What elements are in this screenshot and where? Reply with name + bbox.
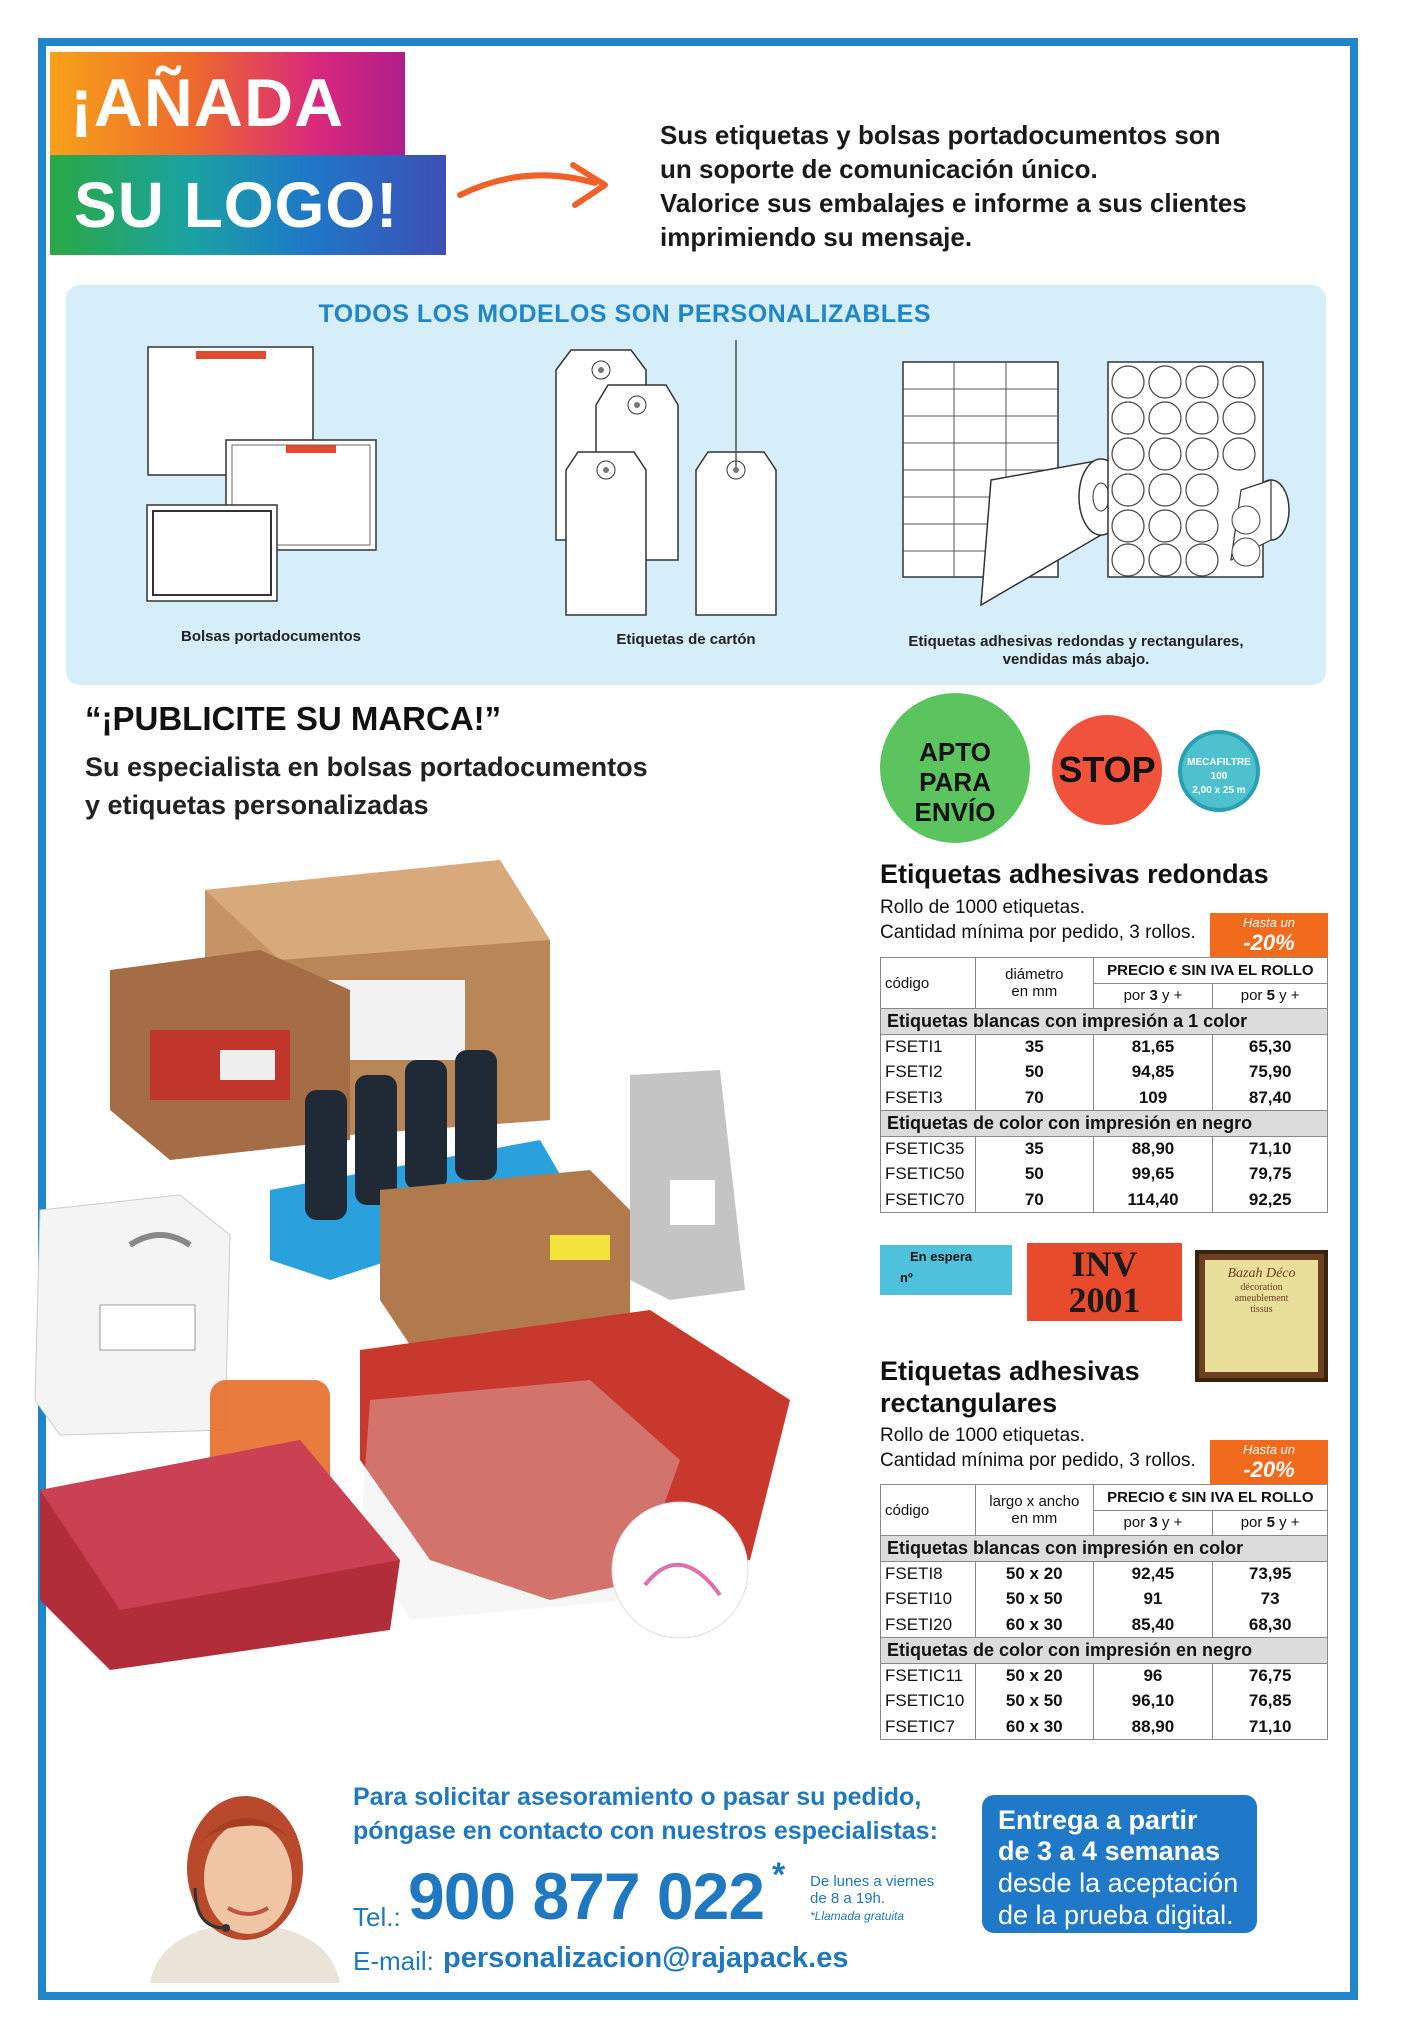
- document-bags-illustration: [146, 345, 406, 605]
- rect-labels-title: Etiquetas adhesivas rectangulares: [880, 1356, 1140, 1418]
- discount-badge-rect: Hasta un -20%: [1210, 1440, 1328, 1484]
- sticker-en-espera: En espera nº: [880, 1245, 1012, 1295]
- arrow-right-icon: [455, 155, 620, 215]
- round-price-table: [880, 957, 1328, 1213]
- col-header-code: código: [881, 1485, 976, 1536]
- models-panel: [66, 285, 1326, 685]
- sticker-stop: STOP: [1052, 715, 1162, 825]
- delivery-box: Entrega a partir de 3 a 4 semanas desde la aceptación de la prueba digital.: [982, 1795, 1257, 1933]
- col-header-size: largo x ancho en mm: [975, 1485, 1093, 1536]
- adhesive-labels-illustration: [901, 360, 1301, 610]
- headline-line2: SU LOGO!: [50, 155, 446, 255]
- sticker-inv-2001: INV 2001: [1027, 1243, 1182, 1321]
- table-row: FSETI1 35 81,65 65,30: [881, 1034, 1328, 1060]
- cardboard-tags-illustration: [546, 340, 806, 630]
- product-photo: [30, 840, 870, 1670]
- publicite-title: “¡PUBLICITE SU MARCA!”: [85, 700, 502, 737]
- col-header-price: PRECIO € SIN IVA EL ROLLO: [1093, 1485, 1327, 1511]
- headline-line1: ¡AÑADA: [50, 52, 405, 155]
- models-title: TODOS LOS MODELOS SON PERSONALIZABLES: [318, 300, 931, 328]
- publicite-subtitle: Su especialista en bolsas portadocumentos y etiquetas personalizadas: [85, 752, 648, 820]
- phone-number[interactable]: 900 877 022: [408, 1859, 765, 1933]
- email-link[interactable]: personalizacion@rajapack.es: [443, 1942, 849, 1974]
- table-row: FSETIC50 50 99,65 79,75: [881, 1162, 1328, 1188]
- caption-labels: Etiquetas adhesivas redondas y rectangulares, vendidas más abajo.: [908, 633, 1244, 668]
- sticker-mecafiltre: MECAFILTRE 100 2,00 x 25 m: [1178, 730, 1260, 812]
- table-row: FSETIC70 70 114,40 92,25: [881, 1187, 1328, 1213]
- phone-label: Tel.:: [353, 1902, 401, 1932]
- caption-bags: Bolsas portadocumentos: [180, 628, 362, 645]
- discount-badge-round: Hasta un -20%: [1210, 913, 1328, 957]
- phone-asterisk: *: [772, 1856, 786, 1894]
- table-row: FSETI20 60 x 30 85,40 68,30: [881, 1612, 1328, 1638]
- table-row: FSETIC7 60 x 30 88,90 71,10: [881, 1714, 1328, 1740]
- caption-tags: Etiquetas de cartón: [616, 631, 756, 648]
- group-color-labels: Etiquetas de color con impresión en negro: [881, 1111, 1328, 1137]
- col-header-diameter: diámetro en mm: [975, 958, 1093, 1009]
- col-header-price: PRECIO € SIN IVA EL ROLLO: [1093, 958, 1327, 984]
- col-header-qty3: por 3 y +: [1093, 983, 1213, 1009]
- col-header-qty5: por 5 y +: [1213, 983, 1328, 1009]
- rect-labels-desc: Rollo de 1000 etiquetas. Cantidad mínima por pedido, 3 rollos.: [880, 1425, 1196, 1471]
- agent-photo: [140, 1778, 350, 1983]
- round-labels-title: Etiquetas adhesivas redondas: [880, 859, 1269, 889]
- col-header-qty5: por 5 y +: [1213, 1510, 1328, 1536]
- col-header-qty3: por 3 y +: [1093, 1510, 1213, 1536]
- table-row: FSETI2 50 94,85 75,90: [881, 1060, 1328, 1086]
- table-row: FSETI8 50 x 20 92,45 73,95: [881, 1561, 1328, 1587]
- group-white-labels: Etiquetas blancas con impresión a 1 color: [881, 1009, 1328, 1035]
- contact-lead: Para solicitar asesoramiento o pasar su pedido, póngase en contacto con nuestros especialistas:: [353, 1783, 938, 1845]
- col-header-code: código: [881, 958, 976, 1009]
- email-label: E-mail:: [353, 1946, 434, 1976]
- table-row: FSETIC10 50 x 50 96,10 76,85: [881, 1689, 1328, 1715]
- sticker-bazah-deco: Bazah Déco décoration ameublement tissus: [1195, 1250, 1328, 1382]
- group-color-labels: Etiquetas de color con impresión en negro: [881, 1638, 1328, 1664]
- rect-price-table: [880, 1484, 1328, 1740]
- table-row: FSETI10 50 x 50 91 73: [881, 1587, 1328, 1613]
- intro-text: Sus etiquetas y bolsas portadocumentos son un soporte de comunicación único. Valorice sus embalajes e informe a sus clientes imprimiendo su mensaje.: [660, 120, 1247, 252]
- group-white-labels: Etiquetas blancas con impresión en color: [881, 1536, 1328, 1562]
- table-row: FSETIC11 50 x 20 96 76,75: [881, 1663, 1328, 1689]
- phone-hours: De lunes a viernes de 8 a 19h. *Llamada gratuita: [810, 1873, 935, 1923]
- table-row: FSETIC35 35 88,90 71,10: [881, 1136, 1328, 1162]
- sticker-apto-envio: APTO PARA ENVÍO: [880, 693, 1030, 843]
- round-labels-desc: Rollo de 1000 etiquetas. Cantidad mínima por pedido, 3 rollos.: [880, 897, 1196, 943]
- table-row: FSETI3 70 109 87,40: [881, 1085, 1328, 1111]
